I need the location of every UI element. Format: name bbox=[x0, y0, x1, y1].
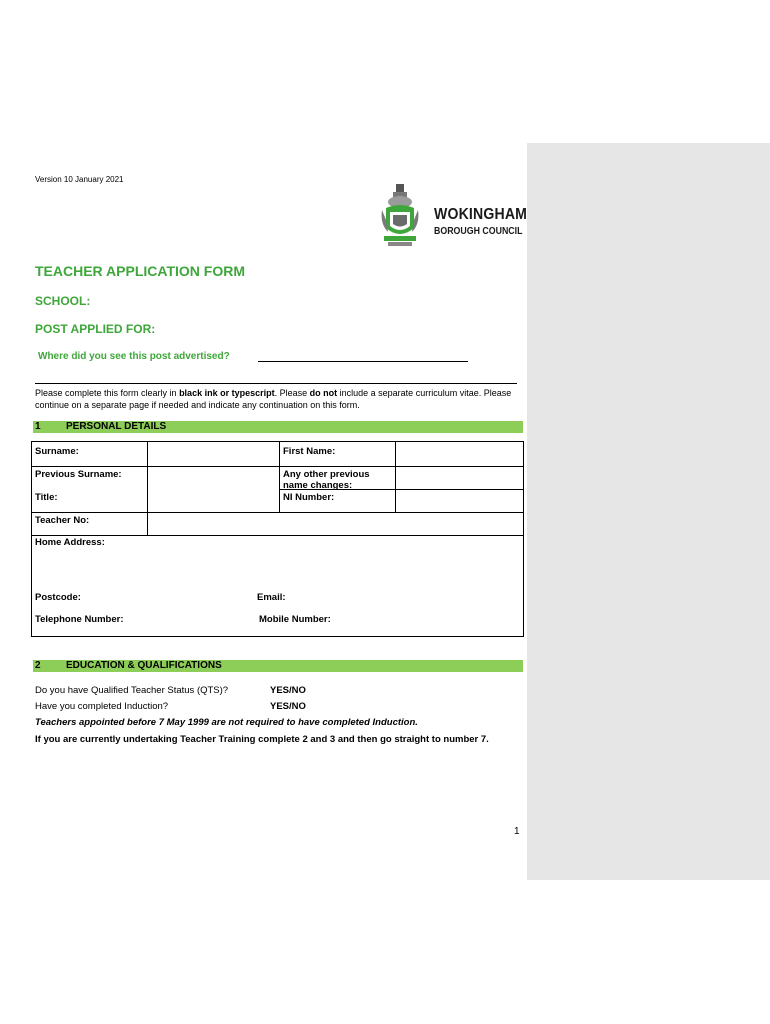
school-label: SCHOOL: bbox=[35, 294, 91, 308]
title-field[interactable] bbox=[148, 490, 278, 512]
previous-surname-label: Previous Surname: bbox=[35, 469, 122, 480]
qts-question: Do you have Qualified Teacher Status (QTS)? bbox=[35, 685, 229, 696]
logo-text-wokingham: WOKINGHAM bbox=[434, 206, 528, 223]
ni-number-field[interactable] bbox=[396, 490, 523, 512]
section-2-number: 2 bbox=[35, 660, 41, 671]
postcode-label: Postcode: bbox=[35, 592, 81, 603]
other-names-field[interactable] bbox=[396, 467, 523, 489]
where-advertised-label: Where did you see this post advertised? bbox=[38, 351, 230, 362]
section-1-title: PERSONAL DETAILS bbox=[66, 421, 167, 432]
induction-answer[interactable]: YES/NO bbox=[270, 701, 306, 712]
induction-note: Teachers appointed before 7 May 1999 are not required to have completed Induction. bbox=[35, 717, 418, 728]
telephone-label: Telephone Number: bbox=[35, 614, 124, 625]
title-label: Title: bbox=[35, 492, 58, 503]
logo-text-borough-council: BOROUGH COUNCIL bbox=[434, 226, 523, 237]
teacher-no-field[interactable] bbox=[148, 513, 523, 535]
teacher-training-note: If you are currently undertaking Teacher Training complete 2 and 3 and then go straight to number 7. bbox=[35, 734, 489, 745]
section-1-number: 1 bbox=[35, 421, 41, 432]
first-name-label: First Name: bbox=[283, 446, 336, 457]
home-address-label: Home Address: bbox=[35, 537, 105, 548]
other-names-label: Any other previous name changes: bbox=[283, 469, 370, 491]
crest-icon bbox=[382, 184, 419, 246]
surname-field[interactable] bbox=[148, 442, 278, 465]
email-label: Email: bbox=[257, 592, 286, 603]
previous-surname-field[interactable] bbox=[148, 467, 278, 489]
section-2-title: EDUCATION & QUALIFICATIONS bbox=[66, 660, 222, 671]
teacher-no-label: Teacher No: bbox=[35, 515, 90, 526]
page-number: 1 bbox=[514, 826, 520, 837]
qts-answer[interactable]: YES/NO bbox=[270, 685, 306, 696]
comment-pane bbox=[527, 143, 770, 880]
surname-label: Surname: bbox=[35, 446, 79, 457]
divider-line bbox=[35, 383, 517, 384]
section-2-header bbox=[33, 660, 523, 672]
post-applied-label: POST APPLIED FOR: bbox=[35, 322, 156, 336]
where-advertised-field[interactable] bbox=[258, 361, 468, 362]
first-name-field[interactable] bbox=[396, 442, 523, 465]
instructions: Please complete this form clearly in black ink or typescript. Please do not include a separate curriculum vitae. Please continue on a separate page if needed and indicate any continuation on this form. bbox=[35, 388, 512, 410]
version-label: Version 10 January 2021 bbox=[35, 175, 124, 184]
section-1-header bbox=[33, 421, 523, 433]
ni-number-label: NI Number: bbox=[283, 492, 335, 503]
induction-question: Have you completed Induction? bbox=[35, 701, 169, 712]
form-title: TEACHER APPLICATION FORM bbox=[35, 263, 245, 279]
mobile-label: Mobile Number: bbox=[259, 614, 331, 625]
